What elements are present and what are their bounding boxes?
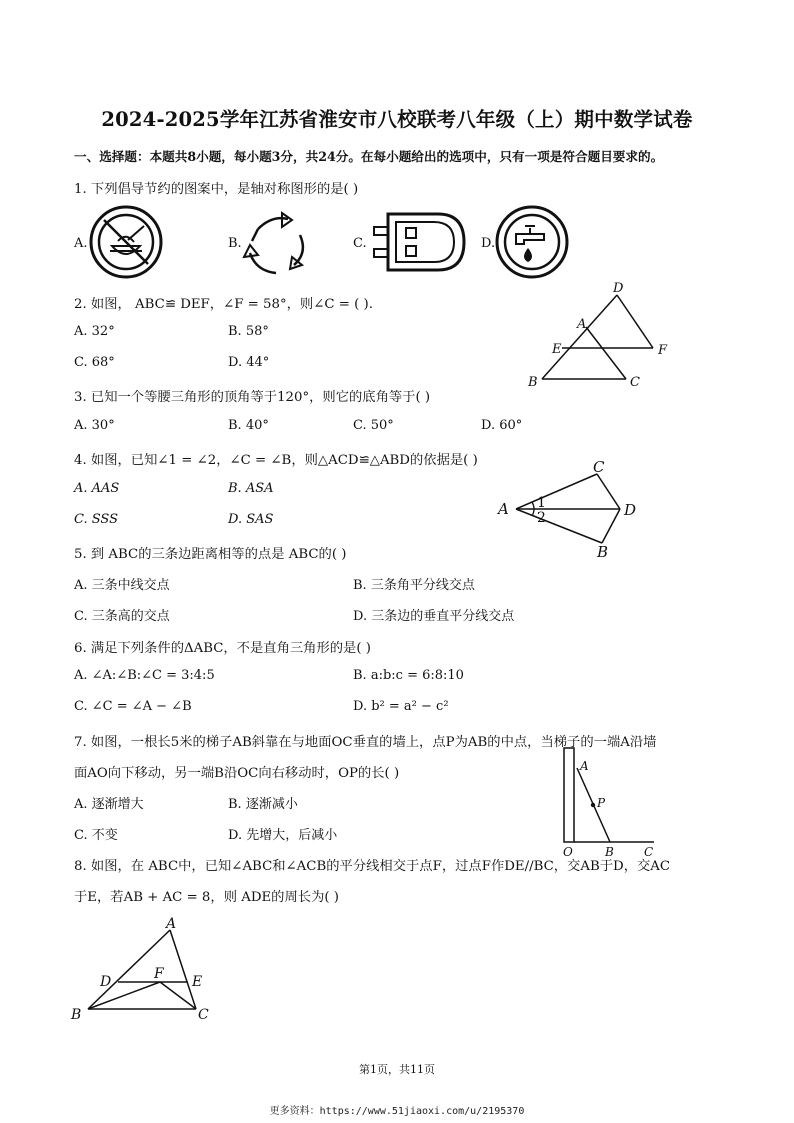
question-8-stem-line1: 8. 如图，在 ABC中，已知∠ABC和∠ACB的平分线相交于点F，过点F作DE//BC，交AB于D，交AC	[74, 859, 671, 874]
q7-label-a: A	[580, 759, 589, 773]
q2-label-e: E	[552, 342, 562, 357]
q7-label-p: P	[597, 796, 606, 810]
recycle-icon	[238, 205, 318, 283]
q1-option-d-label: D.	[481, 236, 496, 251]
no-waste-bowl-icon	[88, 204, 168, 284]
q3-option-a: A. 30°	[74, 418, 115, 433]
q8-label-d: D	[100, 974, 112, 990]
q8-label-e: E	[192, 974, 203, 990]
q4-kite-figure	[494, 456, 644, 562]
question-3-stem: 3. 已知一个等腰三角形的顶角等于120°，则它的底角等于( )	[74, 390, 431, 405]
q2-triangle-figure	[520, 278, 680, 390]
q2-label-f: F	[658, 343, 668, 358]
page-number: 第1页，共11页	[359, 1063, 435, 1076]
q4-label-1: 1	[537, 495, 546, 511]
source-link[interactable]: 更多资料：https://www.51jiaoxi.com/u/2195370	[269, 1106, 525, 1117]
q2-option-b: B. 58°	[228, 324, 269, 339]
q4-label-d: D	[624, 501, 637, 519]
section-heading: 一、选择题：本题共8小题，每小题3分，共24分。在每小题给出的选项中，只有一项是符合题目要求的。	[74, 149, 664, 164]
q8-label-c: C	[198, 1007, 209, 1023]
question-4-stem: 4. 如图，已知∠1 = ∠2，∠C = ∠B，则△ACD≌△ABD的依据是( )	[74, 453, 478, 468]
q7-ladder-figure	[556, 746, 660, 858]
q1-option-a-label: A.	[74, 236, 88, 251]
q8-label-f: F	[154, 966, 164, 982]
q4-option-a: A. AAS	[74, 481, 120, 496]
q8-triangle-figure	[66, 914, 226, 1026]
q4-label-a: A	[498, 500, 509, 518]
q5-option-a: A. 三条中线交点	[74, 578, 170, 593]
q7-option-a: A. 逐渐增大	[74, 797, 144, 812]
q4-label-b: B	[597, 543, 609, 561]
question-5-stem: 5. 到 ABC的三条边距离相等的点是 ABC的( )	[74, 547, 347, 562]
question-6-stem: 6. 满足下列条件的ΔABC，不是直角三角形的是( )	[74, 641, 371, 656]
question-8-stem-line2: 于E，若AB + AC = 8，则 ADE的周长为( )	[74, 890, 339, 905]
q5-option-b: B. 三条角平分线交点	[353, 578, 475, 593]
q7-label-b: B	[605, 845, 614, 858]
question-2-stem: 2. 如图， ABC≌ DEF，∠F = 58°，则∠C = ( ).	[74, 297, 373, 312]
plug-socket-icon	[366, 210, 470, 276]
q7-option-c: C. 不变	[74, 828, 118, 843]
q1-option-b-label: B.	[228, 236, 242, 251]
water-tap-drop-icon	[494, 204, 574, 284]
q3-option-d: D. 60°	[481, 418, 523, 433]
q2-label-c: C	[630, 375, 640, 390]
q6-option-c: C. ∠C = ∠A − ∠B	[74, 699, 192, 714]
q6-option-b: B. a:b:c = 6:8:10	[353, 668, 464, 683]
question-7-stem-line1: 7. 如图，一根长5米的梯子AB斜靠在与地面OC垂直的墙上，点P为AB的中点，当梯子的一端A沿墙	[74, 735, 657, 750]
q4-option-d: D. SAS	[228, 512, 274, 527]
q7-label-c: C	[644, 845, 654, 858]
q8-label-a: A	[166, 916, 177, 932]
q2-label-a: A	[577, 317, 587, 332]
q2-label-d: D	[613, 281, 624, 296]
q4-label-2: 2	[537, 510, 546, 526]
q7-option-b: B. 逐渐减小	[228, 797, 298, 812]
q4-label-c: C	[593, 458, 605, 476]
q3-option-b: B. 40°	[228, 418, 269, 433]
q7-label-o: O	[563, 845, 573, 858]
q1-option-c-label: C.	[353, 236, 367, 251]
q2-option-d: D. 44°	[228, 355, 270, 370]
question-1-stem: 1. 下列倡导节约的图案中，是轴对称图形的是( )	[74, 182, 359, 197]
q2-option-a: A. 32°	[74, 324, 115, 339]
q6-option-a: A. ∠A:∠B:∠C = 3:4:5	[74, 668, 215, 683]
page-title: 2024-2025学年江苏省淮安市八校联考八年级（上）期中数学试卷	[101, 108, 693, 131]
q2-option-c: C. 68°	[74, 355, 115, 370]
q4-option-b: B. ASA	[228, 481, 274, 496]
q6-option-d: D. b² = a² − c²	[353, 699, 449, 714]
q4-option-c: C. SSS	[74, 512, 119, 527]
q5-option-d: D. 三条边的垂直平分线交点	[353, 609, 515, 624]
q7-option-d: D. 先增大，后减小	[228, 828, 338, 843]
q3-option-c: C. 50°	[353, 418, 394, 433]
q5-option-c: C. 三条高的交点	[74, 609, 170, 624]
q2-label-b: B	[528, 375, 538, 390]
question-7-stem-line2: 面AO向下移动，另一端B沿OC向右移动时，OP的长( )	[74, 766, 400, 781]
q8-label-b: B	[71, 1007, 82, 1023]
